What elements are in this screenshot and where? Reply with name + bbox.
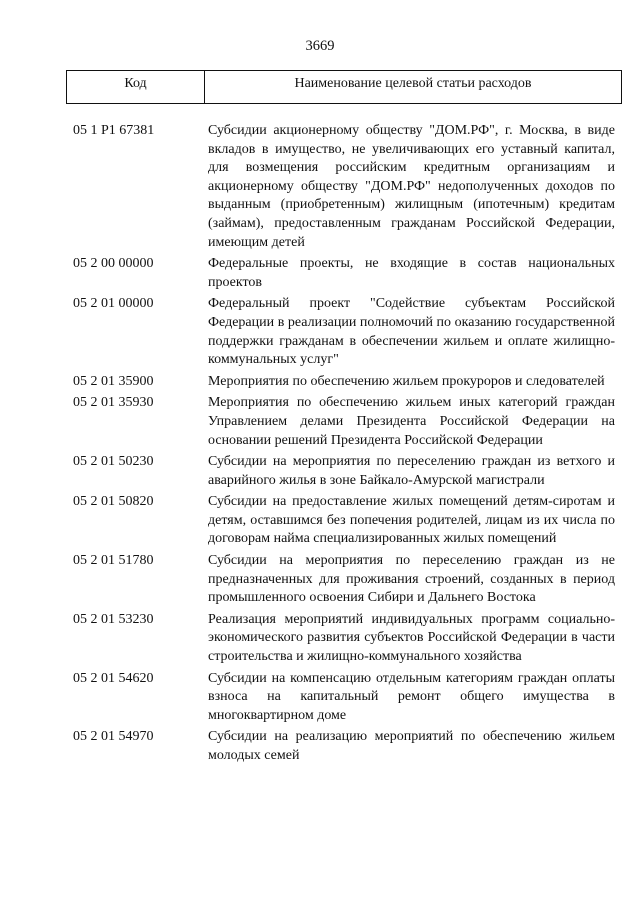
row-code: 05 2 01 54620 bbox=[73, 670, 154, 686]
table-row bbox=[0, 552, 640, 608]
table-row bbox=[0, 295, 640, 369]
table-row bbox=[0, 611, 640, 667]
table-header bbox=[66, 70, 622, 104]
table-row bbox=[0, 394, 640, 450]
table-row bbox=[0, 122, 640, 252]
row-description: Субсидии на предоставление жилых помещений детям-сиротам и детям, оставшимся без попечения родителей, лицам из их числа по договорам найма специализированных жилых помещений bbox=[208, 494, 615, 547]
row-description: Федеральные проекты, не входящие в состав национальных проектов bbox=[208, 256, 615, 290]
row-description: Субсидии на мероприятия по переселению граждан из не предназначенных для проживания строений, созданных в период промышленного освоения Сибири и Дальнего Востока bbox=[208, 553, 615, 606]
table-body bbox=[0, 122, 640, 769]
row-description: Мероприятия по обеспечению жильем иных категорий граждан Управлением делами Президента Российской Федерации на основании решений Президента Российской Федерации bbox=[208, 395, 615, 448]
column-header-name: Наименование целевой статьи расходов bbox=[294, 76, 532, 91]
row-code: 05 2 01 50230 bbox=[73, 454, 154, 470]
row-code: 05 2 01 53230 bbox=[73, 611, 154, 627]
table-row bbox=[0, 255, 640, 292]
table-row bbox=[0, 373, 640, 392]
row-code: 05 2 01 50820 bbox=[73, 494, 154, 510]
row-code: 05 1 P1 67381 bbox=[73, 123, 155, 138]
row-description: Субсидии на реализацию мероприятий по обеспечению жильем молодых семей bbox=[208, 729, 615, 763]
row-description: Субсидии на компенсацию отдельным категориям граждан оплаты взноса на капитальный ремонт общего имущества в многоквартирном доме bbox=[208, 670, 615, 723]
table-row bbox=[0, 453, 640, 490]
row-code: 05 2 01 51780 bbox=[73, 553, 154, 569]
row-description: Мероприятия по обеспечению жильем прокуроров и следователей bbox=[208, 373, 605, 389]
row-code: 05 2 00 00000 bbox=[73, 256, 154, 272]
row-description: Субсидии акционерному обществу "ДОМ.РФ", г. Москва, в виде вкладов в имущество, не увеличивающих его уставный капитал, для возмещения российским кредитным организациям и акционерному обществу "ДОМ.РФ" недополученных доходов по выданным (приобретенным) жилищным (ипотечным) кредитам (займам), предоставленным гражданам Российской Федерации, имеющим детей bbox=[208, 123, 615, 250]
row-description: Субсидии на мероприятия по переселению граждан из ветхого и аварийного жилья в зоне Байкало-Амурской магистрали bbox=[208, 454, 615, 488]
column-header-code: Код bbox=[67, 71, 205, 103]
table-row bbox=[0, 670, 640, 726]
page-number: 3669 bbox=[305, 38, 335, 54]
row-code: 05 2 01 54970 bbox=[73, 729, 154, 745]
table-row bbox=[0, 493, 640, 549]
row-code: 05 2 01 35930 bbox=[73, 395, 154, 411]
row-code: 05 2 01 00000 bbox=[73, 296, 154, 312]
row-description: Реализация мероприятий индивидуальных программ социально-экономического развития субъектов Российской Федерации в части строительства и жилищно-коммунального хозяйства bbox=[208, 611, 615, 665]
row-code: 05 2 01 35900 bbox=[73, 373, 154, 389]
row-description: Федеральный проект "Содействие субъектам Российской Федерации в реализации полномочий по оказанию государственной поддержки гражданам в обеспечении жильем и оплате жилищно-коммунальных услуг" bbox=[208, 296, 615, 368]
table-row bbox=[0, 728, 640, 765]
